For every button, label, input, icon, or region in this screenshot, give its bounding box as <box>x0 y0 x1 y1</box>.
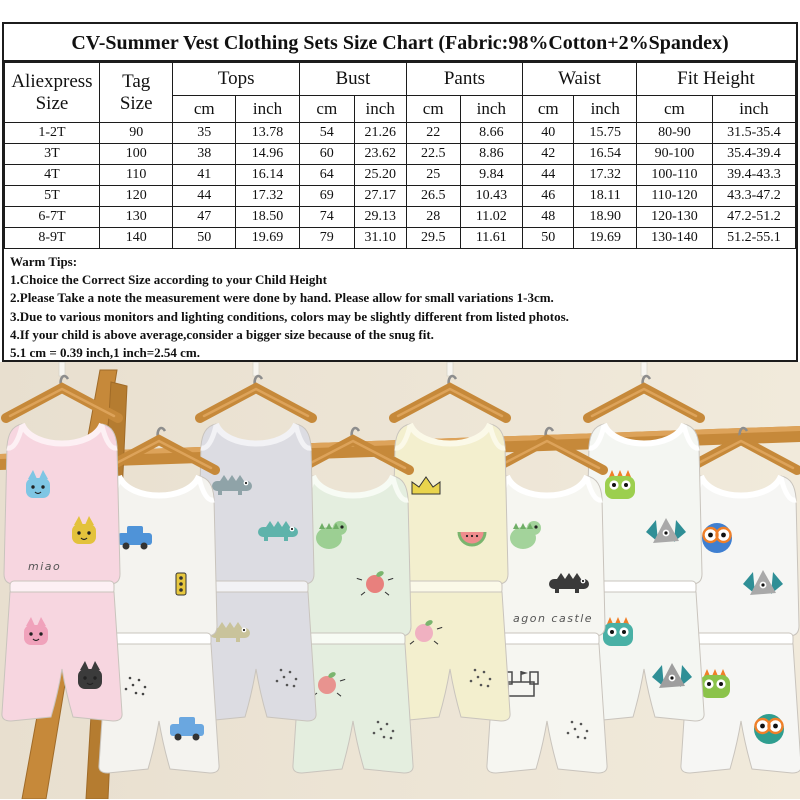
header-bust: Bust <box>300 63 407 96</box>
warm-tips <box>4 249 796 360</box>
table-row <box>5 165 796 186</box>
cell: 39.4-43.3 <box>712 165 795 186</box>
cell-size: 8-9T <box>5 228 100 249</box>
cell: 23.62 <box>354 144 406 165</box>
cell: 29.5 <box>406 228 460 249</box>
cell: 60 <box>300 144 355 165</box>
header-tops: Tops <box>173 63 300 96</box>
cell: 40 <box>523 123 574 144</box>
cell-size: 3T <box>5 144 100 165</box>
cell: 28 <box>406 207 460 228</box>
warm-tip-line: 2.Please Take a note the measurement were done by hand. Please allow for small variations 1-3cm. <box>10 290 554 306</box>
cell: 54 <box>300 123 355 144</box>
product-photo <box>0 362 800 799</box>
size-chart-table <box>4 62 796 249</box>
cell: 44 <box>173 186 235 207</box>
cell: 47 <box>173 207 235 228</box>
fabric-text-label: miao <box>28 560 62 573</box>
unit-pants-inch: inch <box>460 96 522 123</box>
cell-tag: 100 <box>99 144 173 165</box>
cell-tag: 140 <box>99 228 173 249</box>
cell: 48 <box>523 207 574 228</box>
cell: 46 <box>523 186 574 207</box>
cell: 35 <box>173 123 235 144</box>
unit-waist-cm: cm <box>523 96 574 123</box>
chart-title: CV-Summer Vest Clothing Sets Size Chart (Fabric:98%Cotton+2%Spandex) <box>4 24 796 62</box>
cell: 19.69 <box>235 228 299 249</box>
goggle-motif-icon <box>702 523 732 553</box>
cell: 22 <box>406 123 460 144</box>
cell: 19.69 <box>574 228 636 249</box>
cell: 64 <box>300 165 355 186</box>
cell: 50 <box>173 228 235 249</box>
cell: 17.32 <box>574 165 636 186</box>
unit-bust-inch: inch <box>354 96 406 123</box>
header-tag: Tag <box>122 70 151 92</box>
cell: 18.90 <box>574 207 636 228</box>
header-waist: Waist <box>523 63 637 96</box>
cell: 44 <box>523 165 574 186</box>
warm-tip-line: 1.Choice the Correct Size according to your Child Height <box>10 272 327 288</box>
cell: 38 <box>173 144 235 165</box>
header-aliexpress-size <box>5 63 100 123</box>
warm-tip-line: 4.If your child is above average,consider a bigger size because of the snug fit. <box>10 326 434 342</box>
cell: 120-130 <box>636 207 712 228</box>
cell: 13.78 <box>235 123 299 144</box>
cell: 8.86 <box>460 144 522 165</box>
cell: 15.75 <box>574 123 636 144</box>
unit-tops-cm: cm <box>173 96 235 123</box>
unit-bust-cm: cm <box>300 96 355 123</box>
unit-pants-cm: cm <box>406 96 460 123</box>
warm-tip-line: 5.1 cm = 0.39 inch,1 inch=2.54 cm. <box>10 345 200 361</box>
watermelon-motif-icon <box>459 532 485 545</box>
cell: 26.5 <box>406 186 460 207</box>
cell-tag: 90 <box>99 123 173 144</box>
cell: 29.13 <box>354 207 406 228</box>
cell: 35.4-39.4 <box>712 144 795 165</box>
header-tag-size <box>99 63 173 123</box>
cell: 17.32 <box>235 186 299 207</box>
table-row <box>5 123 796 144</box>
warm-tips-heading: Warm Tips: <box>10 254 78 269</box>
cell-tag: 110 <box>99 165 173 186</box>
unit-fit-cm: cm <box>636 96 712 123</box>
cell-size: 6-7T <box>5 207 100 228</box>
cell: 110-120 <box>636 186 712 207</box>
cell: 16.54 <box>574 144 636 165</box>
unit-tops-inch: inch <box>235 96 299 123</box>
cell: 41 <box>173 165 235 186</box>
cell: 90-100 <box>636 144 712 165</box>
cell: 25.20 <box>354 165 406 186</box>
cell: 18.11 <box>574 186 636 207</box>
cell: 80-90 <box>636 123 712 144</box>
cell-tag: 130 <box>99 207 173 228</box>
cell: 18.50 <box>235 207 299 228</box>
vest-pink-cats <box>4 424 120 584</box>
cell: 11.61 <box>460 228 522 249</box>
cell: 100-110 <box>636 165 712 186</box>
size-chart-panel <box>2 22 798 362</box>
cell: 130-140 <box>636 228 712 249</box>
header-tag-size-line2: Size <box>119 92 153 114</box>
cell: 22.5 <box>406 144 460 165</box>
cell: 27.17 <box>354 186 406 207</box>
cell: 16.14 <box>235 165 299 186</box>
header-aliexpress-size-line2: Size <box>35 92 69 114</box>
table-row <box>5 228 796 249</box>
goggle-motif-icon <box>754 714 784 744</box>
cell: 50 <box>523 228 574 249</box>
table-row <box>5 207 796 228</box>
cell: 47.2-51.2 <box>712 207 795 228</box>
cell-size: 5T <box>5 186 100 207</box>
cell: 69 <box>300 186 355 207</box>
table-row <box>5 186 796 207</box>
cell: 14.96 <box>235 144 299 165</box>
ribbon-icon <box>641 362 647 376</box>
table-row <box>5 144 796 165</box>
cell: 11.02 <box>460 207 522 228</box>
header-aliexpress: Aliexpress <box>11 70 93 92</box>
header-fit-height: Fit Height <box>636 63 795 96</box>
warm-tip-line: 3.Due to various monitors and lighting conditions, colors may be slightly different from listed photos. <box>10 308 569 324</box>
cell-size: 4T <box>5 165 100 186</box>
ribbon-icon <box>253 362 259 376</box>
unit-fit-inch: inch <box>712 96 795 123</box>
cell: 21.26 <box>354 123 406 144</box>
cell: 25 <box>406 165 460 186</box>
cell: 74 <box>300 207 355 228</box>
cell: 42 <box>523 144 574 165</box>
ribbon-icon <box>447 362 453 376</box>
unit-waist-inch: inch <box>574 96 636 123</box>
fabric-text-label: agon castle <box>513 612 594 625</box>
cell: 10.43 <box>460 186 522 207</box>
cell-size: 1-2T <box>5 123 100 144</box>
header-pants: Pants <box>406 63 522 96</box>
cell-tag: 120 <box>99 186 173 207</box>
ribbon-icon <box>59 362 65 376</box>
cell: 51.2-55.1 <box>712 228 795 249</box>
cell: 79 <box>300 228 355 249</box>
cell: 8.66 <box>460 123 522 144</box>
cell: 31.10 <box>354 228 406 249</box>
signal-motif-icon <box>176 573 186 595</box>
cell: 31.5-35.4 <box>712 123 795 144</box>
cell: 43.3-47.2 <box>712 186 795 207</box>
cell: 9.84 <box>460 165 522 186</box>
